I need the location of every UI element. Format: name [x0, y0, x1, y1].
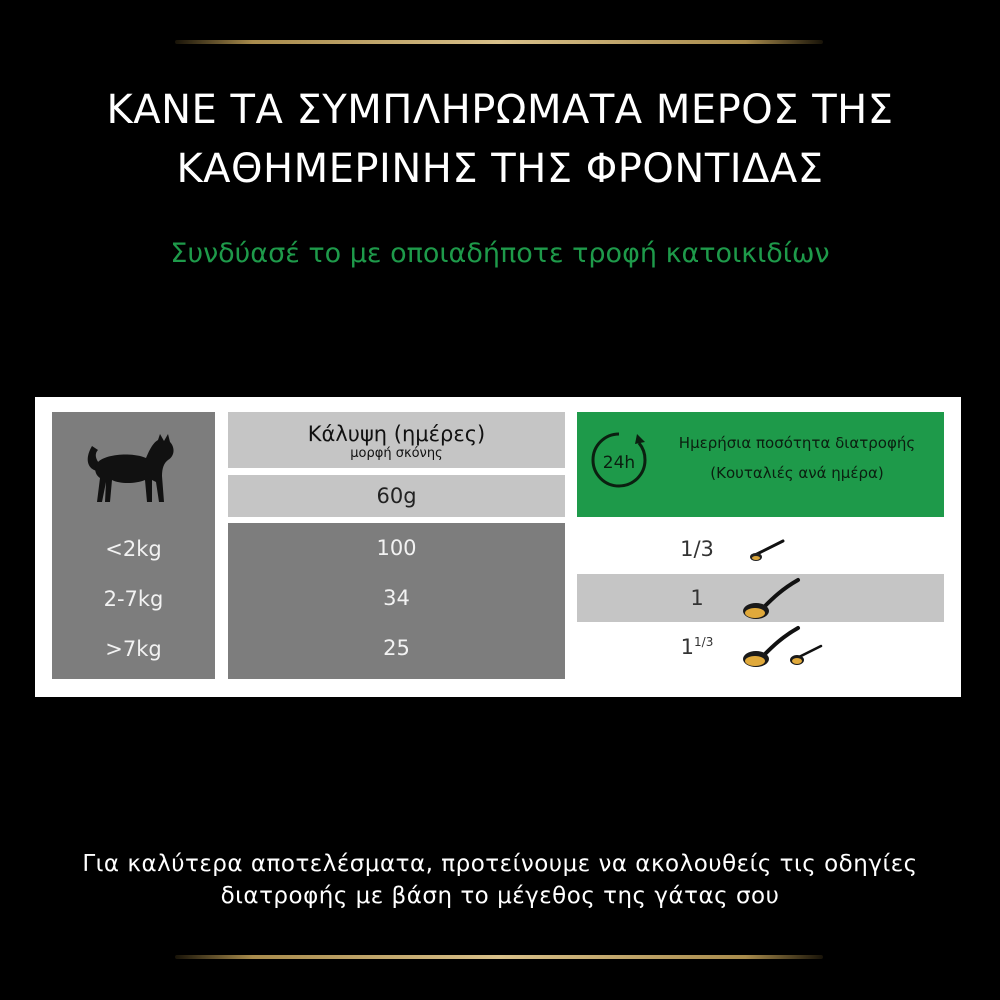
cat-icon: [80, 432, 180, 507]
daily-amount-value-1: 1/3: [680, 537, 714, 561]
coverage-subtitle: μορφή σκόνης: [350, 446, 443, 461]
weight-label-row-1: <2kg: [105, 537, 162, 561]
footer-note-line-1: Για καλύτερα αποτελέσματα, προτείνουμε να ακολουθείς τις οδηγίες: [82, 851, 918, 877]
daily-amount-row-3: [577, 623, 944, 671]
clock-24h-icon: [587, 428, 651, 492]
feeding-table: [35, 397, 961, 697]
subheading: Συνδύασέ το με οποιαδήποτε τροφή κατοικιδίων: [170, 238, 830, 269]
daily-amount-title: Ημερήσια ποσότητα διατροφής: [678, 434, 916, 452]
headline-line-2: ΚΑΘΗΜΕΡΙΝΗΣ ΤΗΣ ΦΡΟΝΤΙΔΑΣ: [176, 146, 824, 192]
coverage-value-row-1: 100: [376, 536, 417, 560]
coverage-value-row-3: 25: [383, 636, 410, 660]
coverage-value-row-2: 34: [383, 586, 410, 610]
daily-amount-subtitle: (Κουταλιές ανά ημέρα): [710, 464, 884, 482]
headline-line-1: ΚΑΝΕ ΤΑ ΣΥΜΠΛΗΡΩΜΑΤΑ ΜΕΡΟΣ ΤΗΣ: [106, 87, 894, 133]
spoon-icon: [789, 643, 823, 667]
daily-amount-value-2: 1: [690, 586, 704, 610]
coverage-title: Κάλυψη (ημέρες): [307, 422, 486, 446]
svg-text:24h: 24h: [602, 453, 636, 473]
daily-amount-header: [577, 412, 944, 517]
footer-note-line-2: διατροφής με βάση το μέγεθος της γάτας σου: [220, 883, 780, 909]
weight-column: [52, 412, 215, 679]
spoon-icon: [742, 577, 802, 621]
top-gold-divider: [175, 40, 823, 44]
coverage-package-size: 60g: [228, 475, 565, 517]
coverage-header: [228, 412, 565, 468]
daily-amount-value-3: $1^{1/3}$: [680, 635, 714, 659]
weight-label-row-3: >7kg: [105, 637, 162, 661]
spoon-icon: [749, 539, 789, 563]
bottom-gold-divider: [175, 955, 823, 959]
weight-label-row-2: 2-7kg: [103, 587, 164, 611]
coverage-values: [228, 523, 565, 679]
daily-amount-row-2: [577, 574, 944, 622]
daily-amount-row-1: [577, 525, 944, 573]
